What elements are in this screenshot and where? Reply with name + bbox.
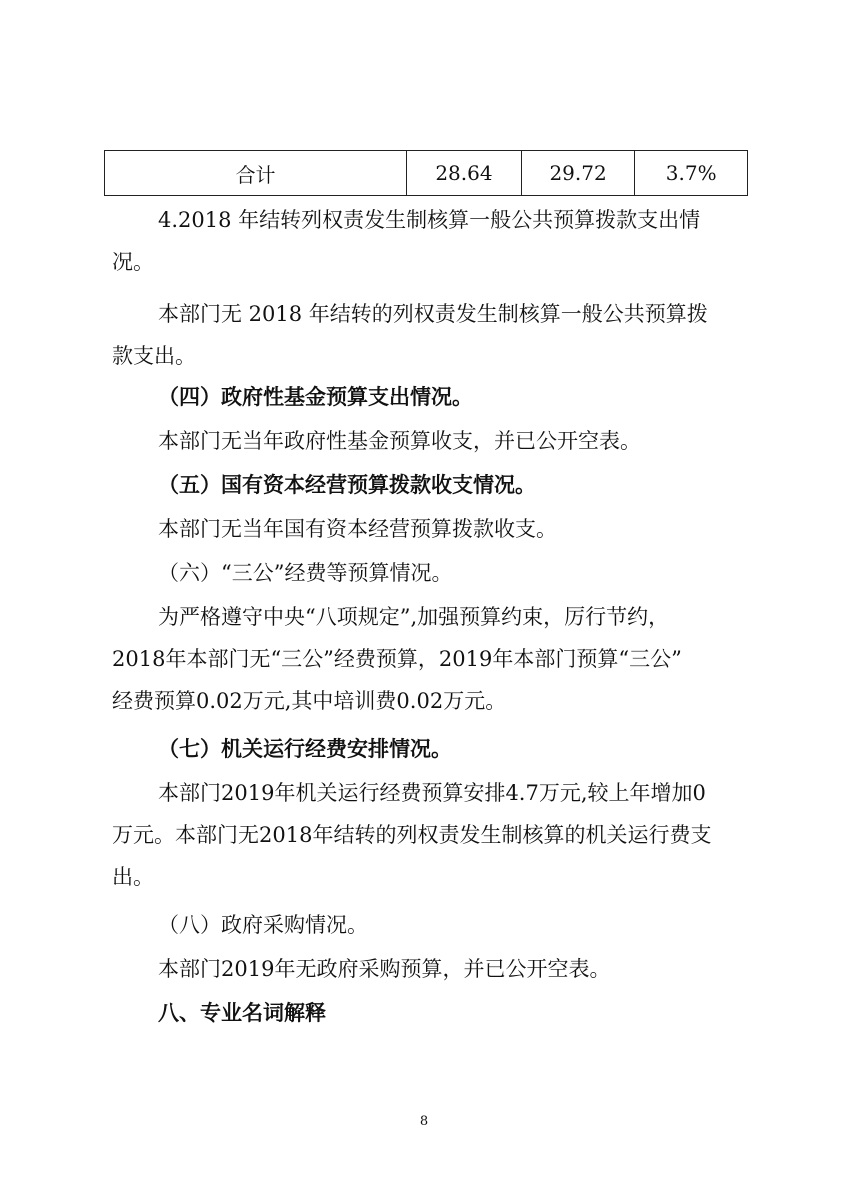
section-qi-body [112, 772, 752, 898]
text-line: （六）“三公”经费等预算情况。 [158, 561, 453, 585]
text-line: （四）政府性基金预算支出情况。 [158, 384, 473, 409]
section-wu-body [112, 508, 752, 550]
text-line: 4.2018 年结转列权责发生制核算一般公共预算拨款支出情 [158, 208, 701, 232]
text-line: 万元。本部门无2018年结转的列权责发生制核算的机关运行费支 [112, 823, 712, 847]
section-liu-heading [112, 552, 752, 594]
section-4-body [112, 293, 752, 377]
text-line: 款支出。 [112, 344, 196, 368]
text-line: （七）机关运行经费安排情况。 [158, 736, 452, 761]
text-line: 本部门无当年政府性基金预算收支，并已公开空表。 [158, 429, 641, 453]
section-si-heading [112, 376, 752, 418]
section-4-heading [112, 199, 752, 283]
text-line: 本部门无当年国有资本经营预算拨款收支。 [158, 517, 557, 541]
section-wu-heading [112, 464, 752, 506]
table-row [105, 151, 748, 196]
section-si-body [112, 420, 752, 462]
text-line: 本部门无 2018 年结转的列权责发生制核算一般公共预算拨 [158, 302, 708, 326]
section-ba-heading [112, 904, 752, 946]
total-table [104, 150, 748, 196]
text-line: 本部门2019年无政府采购预算，并已公开空表。 [158, 957, 611, 981]
section-ba-body [112, 948, 752, 990]
text-line: 况。 [112, 250, 154, 274]
text-line: 本部门2019年机关运行经费预算安排4.7万元,较上年增加0 [158, 781, 706, 805]
section-qi-heading [112, 728, 752, 770]
text-line: （八）政府采购情况。 [158, 913, 368, 937]
text-line: 出。 [112, 865, 154, 889]
text-line: 八、专业名词解释 [158, 1000, 326, 1025]
total-change-percent: 3.7% [635, 151, 748, 196]
section-liu-body [112, 596, 752, 722]
total-value-2019: 29.72 [521, 151, 635, 196]
text-line: 经费预算0.02万元,其中培训费0.02万元。 [112, 689, 507, 713]
total-value-2018: 28.64 [407, 151, 522, 196]
section-eight-heading [112, 992, 752, 1034]
page-number: 8 [419, 1114, 429, 1129]
text-line: 为严格遵守中央“八项规定”,加强预算约束，厉行节约， [158, 605, 670, 629]
total-label-cell: 合计 [105, 151, 407, 196]
text-line: 2018年本部门无“三公”经费预算，2019年本部门预算“三公” [112, 647, 682, 671]
text-line: （五）国有资本经营预算拨款收支情况。 [158, 472, 536, 497]
